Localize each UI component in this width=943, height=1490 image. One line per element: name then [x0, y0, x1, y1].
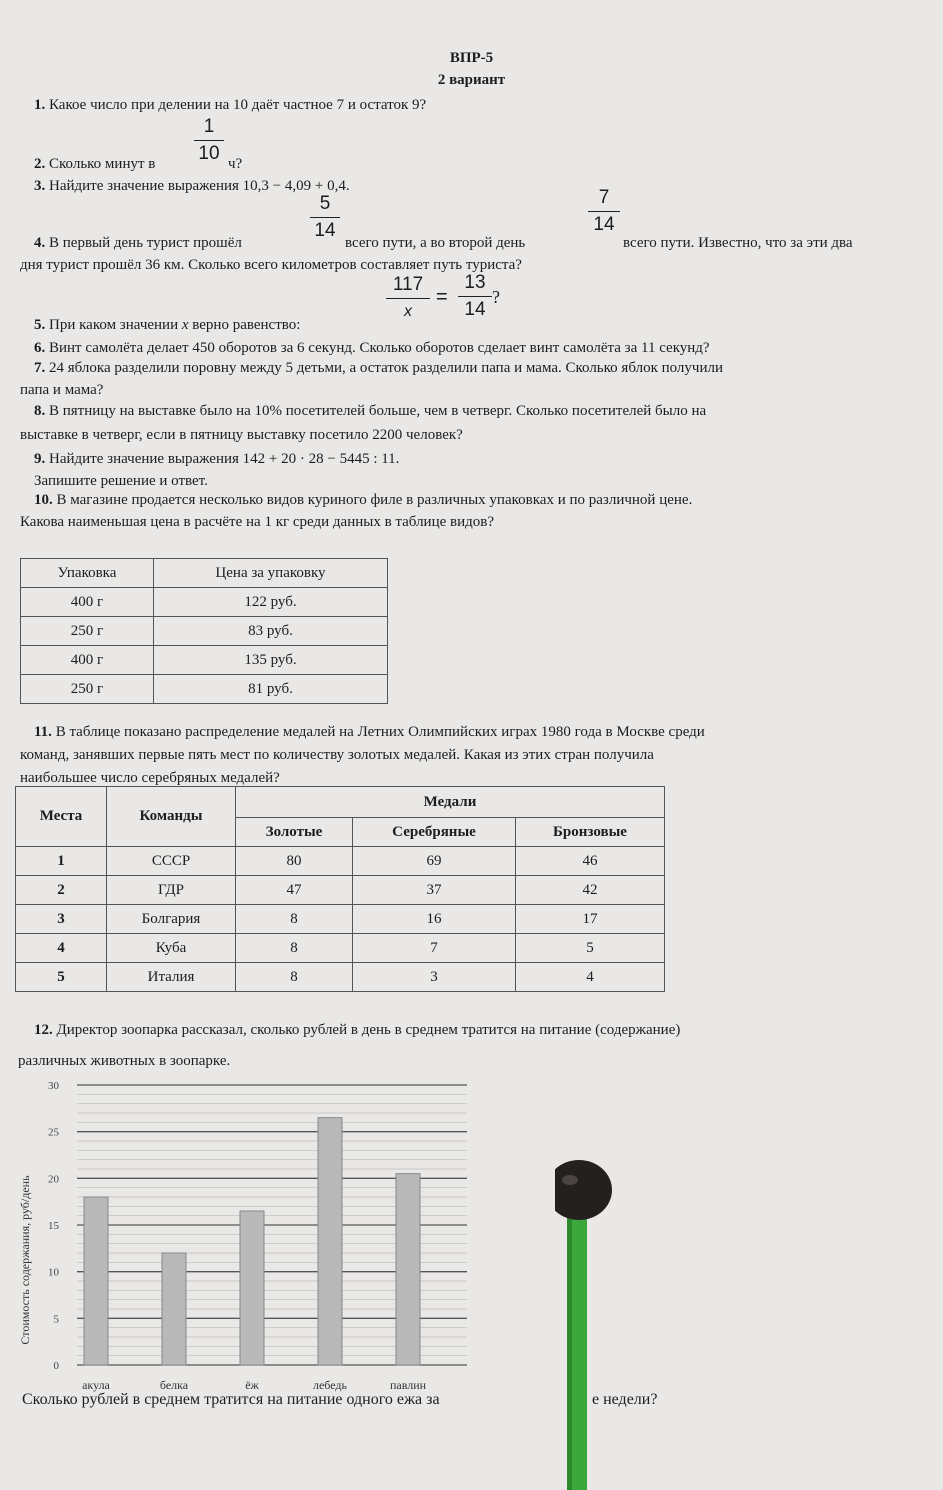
- q4-line2: дня турист прошёл 36 км. Сколько всего километров составляет путь туриста?: [20, 257, 522, 273]
- silver-cell: 16: [353, 905, 516, 934]
- variant-label: 2 вариант: [437, 72, 506, 88]
- q12-line2: различных животных в зоопарке.: [18, 1053, 231, 1069]
- bronze-cell: 5: [516, 934, 665, 963]
- q4-part3: всего пути. Известно, что за эти два: [623, 235, 853, 251]
- q8-text: В пятницу на выставке было на 10% посетителей больше, чем в четверг. Сколько посетителей было на: [49, 403, 707, 419]
- gold-cell: 8: [236, 963, 353, 992]
- team-cell: СССР: [107, 847, 236, 876]
- q1-text: Какое число при делении на 10 даёт частное 7 и остаток 9?: [49, 97, 427, 113]
- y-tick-label: 15: [48, 1220, 59, 1232]
- place-cell: 3: [16, 905, 107, 934]
- q11-line3: наибольшее число серебряных медалей?: [20, 770, 280, 786]
- q2-frac-num: 1: [203, 116, 215, 137]
- q5-rhs-den: 14: [464, 299, 486, 320]
- gold-cell: 8: [236, 905, 353, 934]
- table-cell: 250 г: [21, 675, 154, 704]
- q12-number: 12.: [34, 1022, 53, 1038]
- q6-number: 6.: [34, 340, 46, 356]
- q10-number: 10.: [34, 492, 53, 508]
- table-row: [16, 905, 665, 934]
- gold-cell: 80: [236, 847, 353, 876]
- header-silver: Серебряные: [353, 818, 516, 847]
- q11-line2: команд, занявших первые пять мест по количеству золотых медалей. Какая из этих стран получила: [20, 747, 654, 763]
- q3-text: Найдите значение выражения 10,3 − 4,09 + 0,4.: [49, 178, 350, 194]
- x-category-label: павлин: [389, 1378, 427, 1392]
- q4-number: 4.: [34, 235, 46, 251]
- x-category-label: акула: [82, 1378, 110, 1392]
- q5-number: 5.: [34, 317, 46, 333]
- worksheet-title: ВПР-5: [449, 50, 494, 66]
- q5-lhs-num: 117: [392, 274, 424, 295]
- question-8: [34, 402, 706, 420]
- y-tick-label: 30: [48, 1080, 59, 1092]
- team-cell: Куба: [107, 934, 236, 963]
- question-12: [34, 1021, 680, 1039]
- question-3: [34, 177, 350, 195]
- bronze-cell: 42: [516, 876, 665, 905]
- question-6: [34, 339, 710, 357]
- q4-fraction-1: [310, 193, 340, 242]
- q12-question: Сколько рублей в среднем тратится на питание одного ежа за: [22, 1391, 440, 1408]
- table-header: Упаковка: [21, 559, 154, 588]
- q4-f2-num: 7: [598, 187, 610, 208]
- q12-text: Директор зоопарка рассказал, сколько рублей в день в среднем тратится на питание (содержание): [56, 1022, 681, 1038]
- q2-unit: ч?: [228, 156, 243, 172]
- q7-line2: папа и мама?: [20, 382, 104, 398]
- y-tick-label: 0: [53, 1360, 59, 1372]
- table-cell: 122 руб.: [154, 588, 388, 617]
- place-cell: 5: [16, 963, 107, 992]
- question-7: [34, 359, 723, 377]
- header-gold: Золотые: [236, 818, 353, 847]
- q1-number: 1.: [34, 97, 46, 113]
- question-4: [34, 234, 242, 252]
- team-cell: ГДР: [107, 876, 236, 905]
- pencil-ball: [555, 1160, 612, 1220]
- q12-question-end: е недели?: [592, 1391, 658, 1408]
- table-cell: 250 г: [21, 617, 154, 646]
- q4-f1-den: 14: [314, 220, 336, 241]
- header-place: Места: [16, 787, 107, 847]
- chart-y-ticks: [48, 1080, 60, 1372]
- gold-cell: 47: [236, 876, 353, 905]
- header-team: Команды: [107, 787, 236, 847]
- q10-line2: Какова наименьшая цена в расчёте на 1 кг среди данных в таблице видов?: [20, 514, 494, 530]
- silver-cell: 3: [353, 963, 516, 992]
- q7-number: 7.: [34, 360, 46, 376]
- question-10: [34, 491, 692, 509]
- q5-rhs: [458, 272, 492, 321]
- table-cell: 83 руб.: [154, 617, 388, 646]
- question-11: [34, 723, 705, 741]
- q11-number: 11.: [34, 724, 52, 740]
- team-cell: Болгария: [107, 905, 236, 934]
- place-cell: 1: [16, 847, 107, 876]
- pencil-pointer: [555, 1160, 615, 1490]
- chart-x-labels: [82, 1378, 427, 1392]
- bar-лебедь: [318, 1118, 342, 1365]
- q4-f1-num: 5: [319, 193, 331, 214]
- table-row: [16, 934, 665, 963]
- question-1: [34, 96, 426, 114]
- table-cell: 400 г: [21, 646, 154, 675]
- silver-cell: 7: [353, 934, 516, 963]
- bar-акула: [84, 1197, 108, 1365]
- y-tick-label: 25: [48, 1126, 59, 1139]
- team-cell: Италия: [107, 963, 236, 992]
- question-5: [34, 316, 300, 334]
- bronze-cell: 4: [516, 963, 665, 992]
- table-cell: 135 руб.: [154, 646, 388, 675]
- q9-text: Найдите значение выражения 142 + 20 · 28 − 5445 : 11.: [49, 451, 400, 467]
- packaging-price-table: [20, 558, 388, 704]
- q8-number: 8.: [34, 403, 46, 419]
- header-bronze: Бронзовые: [516, 818, 665, 847]
- zoo-cost-bar-chart: [15, 1075, 485, 1400]
- x-category-label: белка: [159, 1378, 189, 1392]
- gold-cell: 8: [236, 934, 353, 963]
- silver-cell: 37: [353, 876, 516, 905]
- header-medals: Медали: [236, 787, 665, 818]
- q5-lhs-den: x: [404, 303, 412, 320]
- q4-part2: всего пути, а во второй день: [345, 235, 526, 251]
- q11-text: В таблице показано распределение медалей на Летних Олимпийских играх 1980 года в Москве среди: [55, 724, 705, 740]
- silver-cell: 69: [353, 847, 516, 876]
- table-row: [21, 646, 388, 675]
- table-header: Цена за упаковку: [154, 559, 388, 588]
- y-tick-label: 5: [53, 1313, 59, 1326]
- y-tick-label: 20: [48, 1173, 59, 1186]
- q2-number: 2.: [34, 156, 46, 172]
- q5-rhs-num: 13: [464, 272, 486, 293]
- place-cell: 2: [16, 876, 107, 905]
- q7-text: 24 яблока разделили поровну между 5 детьми, а остаток разделили папа и мама. Сколько яблок получили: [49, 360, 724, 376]
- q6-text: Винт самолёта делает 450 оборотов за 6 секунд. Сколько оборотов сделает винт самолёта за 11 секунд?: [49, 340, 710, 356]
- table-row: [21, 675, 388, 704]
- table-row: [16, 963, 665, 992]
- q5-var: x: [181, 317, 189, 333]
- bar-павлин: [396, 1174, 420, 1365]
- q4-part1: В первый день турист прошёл: [49, 235, 242, 251]
- y-tick-label: 10: [48, 1266, 59, 1279]
- place-cell: 4: [16, 934, 107, 963]
- table-row: [16, 847, 665, 876]
- olympic-medals-table: [15, 786, 665, 992]
- table-cell: 81 руб.: [154, 675, 388, 704]
- q2-frac-den: 10: [198, 143, 220, 164]
- chart-y-axis-label: Стоимость содержания, руб/день: [18, 1175, 32, 1345]
- q4-fraction-2: [588, 187, 620, 236]
- q5-text: При каком значении: [49, 317, 179, 333]
- table-cell: 400 г: [21, 588, 154, 617]
- x-category-label: ёж: [245, 1378, 259, 1392]
- q10-text: В магазине продается несколько видов куриного филе в различных упаковках и по различной цене.: [56, 492, 693, 508]
- q4-f2-den: 14: [593, 214, 615, 235]
- table-row: [21, 617, 388, 646]
- q5-question-mark: ?: [492, 287, 500, 307]
- q5-text2: верно равенство:: [192, 317, 301, 333]
- q3-number: 3.: [34, 178, 46, 194]
- q9-number: 9.: [34, 451, 46, 467]
- table-row: [16, 876, 665, 905]
- q8-line2: выставке в четверг, если в пятницу выставку посетило 2200 человек?: [20, 427, 463, 443]
- q5-lhs: [386, 274, 430, 323]
- question-2: [34, 155, 155, 173]
- table-row: [21, 588, 388, 617]
- q9-note: Запишите решение и ответ.: [34, 473, 208, 489]
- x-category-label: лебедь: [312, 1378, 348, 1392]
- bronze-cell: 46: [516, 847, 665, 876]
- bronze-cell: 17: [516, 905, 665, 934]
- bar-ёж: [240, 1211, 264, 1365]
- q2-text: Сколько минут в: [49, 156, 156, 172]
- q2-fraction: [194, 116, 224, 165]
- q5-equals: =: [436, 286, 448, 308]
- question-9: [34, 450, 399, 468]
- bar-белка: [162, 1253, 186, 1365]
